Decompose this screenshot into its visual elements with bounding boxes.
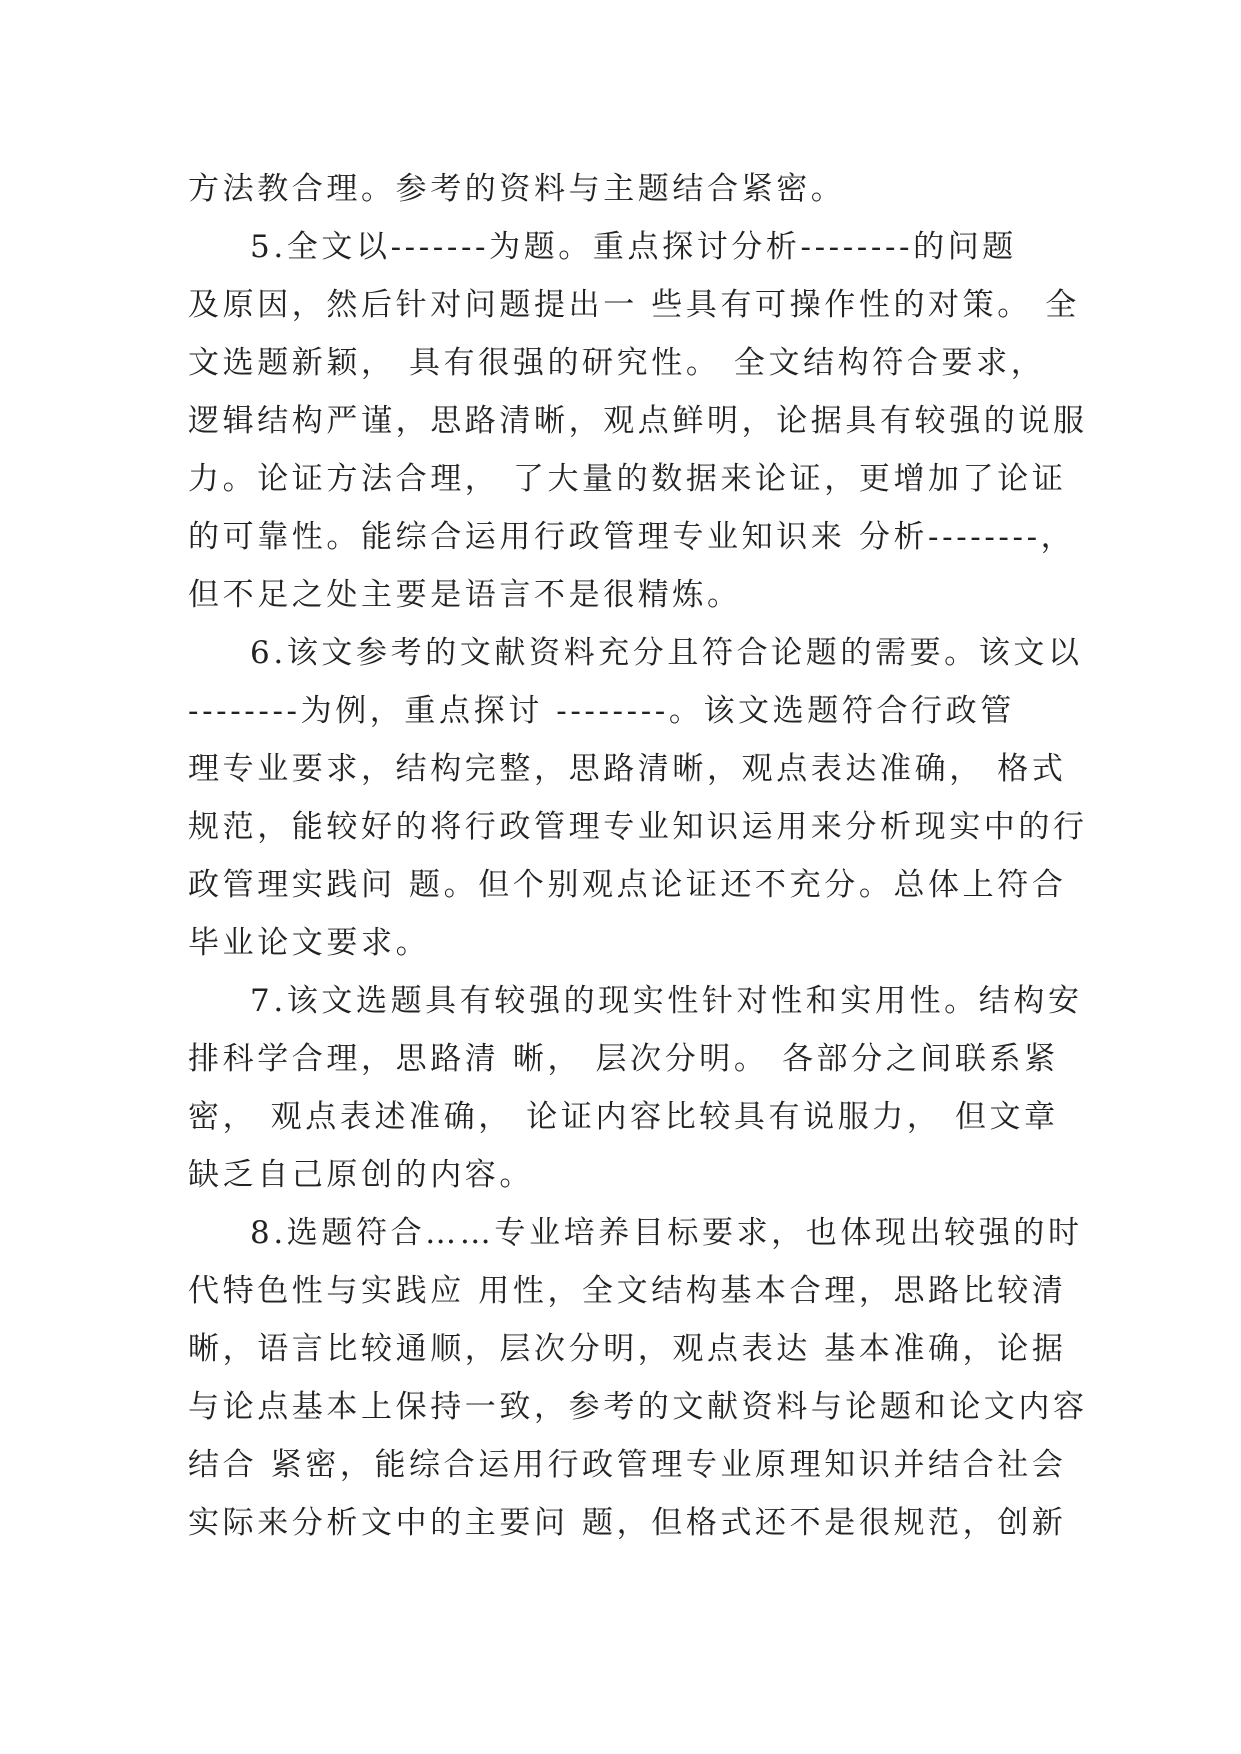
- text-line: 逻辑结构严谨，思路清晰，观点鲜明，论据具有较强的说服: [188, 403, 1088, 439]
- text-line: 及原因，然后针对问题提出一 些具有可操作性的对策。 全: [188, 287, 1080, 323]
- text-line: --------为例，重点探讨 --------。该文选题符合行政管: [188, 693, 1015, 729]
- text-line: 文选题新颖， 具有很强的研究性。 全文结构符合要求，: [188, 345, 1046, 381]
- text-line: 理专业要求，结构完整，思路清晰，观点表达准确， 格式: [188, 751, 1067, 787]
- text-line: 密， 观点表述准确， 论证内容比较具有说服力， 但文章: [188, 1099, 1059, 1135]
- text-line: 方法教合理。参考的资料与主题结合紧密。: [188, 171, 846, 207]
- text-line: 缺乏自己原创的内容。: [188, 1157, 534, 1193]
- text-line: 结合 紧密，能综合运用行政管理专业原理知识并结合社会: [188, 1447, 1067, 1483]
- text-line: 6.该文参考的文献资料充分且符合论题的需要。该文以: [250, 635, 1083, 671]
- text-line: 7.该文选题具有较强的现实性针对性和实用性。结构安: [250, 983, 1083, 1019]
- text-line: 政管理实践问 题。但个别观点论证还不充分。总体上符合: [188, 867, 1067, 903]
- text-line: 代特色性与实践应 用性，全文结构基本合理，思路比较清: [188, 1273, 1067, 1309]
- text-line: 实际来分析文中的主要问 题，但格式还不是很规范，创新: [188, 1505, 1067, 1541]
- text-line: 晰，语言比较通顺，层次分明，观点表达 基本准确，论据: [188, 1331, 1067, 1367]
- text-line: 规范，能较好的将行政管理专业知识运用来分析现实中的行: [188, 809, 1088, 845]
- text-line: 8.选题符合……专业培养目标要求，也体现出较强的时: [250, 1215, 1083, 1251]
- text-line: 与论点基本上保持一致，参考的文献资料与论题和论文内容: [188, 1389, 1088, 1425]
- text-line: 毕业论文要求。: [188, 925, 431, 961]
- text-line: 力。论证方法合理， 了大量的数据来论证，更增加了论证: [188, 461, 1067, 497]
- text-line: 排科学合理，思路清 晰， 层次分明。 各部分之间联系紧: [188, 1041, 1059, 1077]
- text-line: 5.全文以-------为题。重点探讨分析--------的问题: [250, 229, 1017, 265]
- text-line: 但不足之处主要是语言不是很精炼。: [188, 577, 742, 613]
- text-line: 的可靠性。能综合运用行政管理专业知识来 分析--------，: [188, 519, 1076, 555]
- document-body: [188, 160, 1088, 1552]
